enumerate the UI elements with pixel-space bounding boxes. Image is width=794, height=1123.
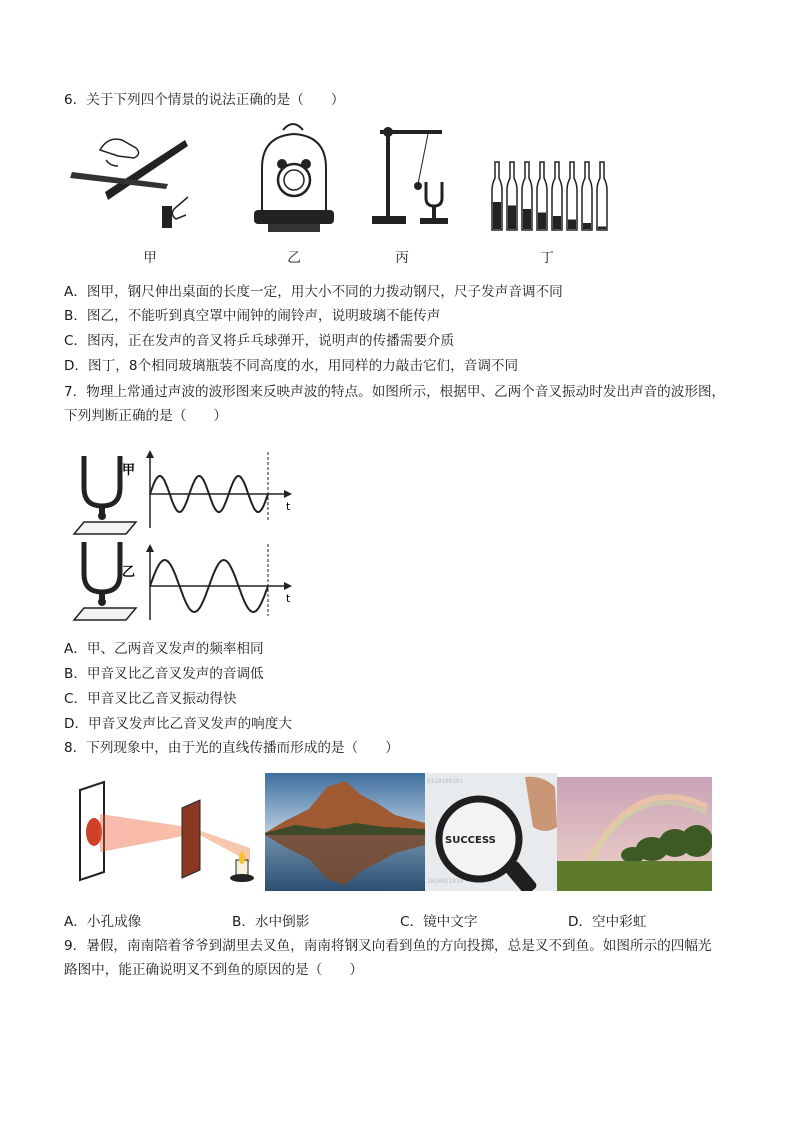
glass-bottle xyxy=(597,162,607,230)
caption-ding: 丁 xyxy=(540,250,554,266)
figure-yi-bell-jar xyxy=(248,120,340,238)
caption-bing: 丙 xyxy=(395,250,409,266)
bottle-water xyxy=(538,213,546,230)
axis-label-t-jia: t xyxy=(286,500,291,513)
q8-stem: 8．下列现象中，由于光的直线传播而形成的是（ ） xyxy=(64,740,399,756)
bottle-water xyxy=(493,202,501,229)
bottle-water xyxy=(568,220,576,230)
q7-stem-line1: 7．物理上常通过声波的波形图来反映声波的特点。如图所示，根据甲、乙两个音叉振动时发出声音的波形图， xyxy=(64,384,726,400)
q8-option-b: B．水中倒影 xyxy=(232,914,310,930)
bottle-water xyxy=(523,209,531,229)
magnifier-text: SUCCESS xyxy=(445,835,496,846)
figure-bing-tuning-fork xyxy=(370,124,450,234)
q9-stem-line2: 路图中，能正确说明叉不到鱼的原因的是（ ） xyxy=(64,962,364,978)
q8-option-d: D．空中彩虹 xyxy=(568,914,647,930)
fork-label-jia: 甲 xyxy=(122,463,136,478)
bottle-water xyxy=(553,216,561,229)
caption-yi: 乙 xyxy=(287,250,301,266)
bottle-water xyxy=(598,227,606,230)
q7-option-a: A．甲、乙两音叉发声的频率相同 xyxy=(64,641,264,657)
glass-bottles-group xyxy=(492,162,607,230)
figure-magnifier xyxy=(425,773,557,891)
q7-option-d: D．甲音叉发声比乙音叉发声的响度大 xyxy=(64,716,292,732)
figure-ding-bottles xyxy=(488,160,613,235)
q7-option-c: C．甲音叉比乙音叉振动得快 xyxy=(64,691,237,707)
caption-jia: 甲 xyxy=(143,250,157,266)
figure-waveforms xyxy=(72,448,302,628)
figure-rainbow xyxy=(557,777,712,891)
figure-jia-ruler xyxy=(70,122,190,232)
q7-option-b: B．甲音叉比乙音叉发声的音调低 xyxy=(64,666,264,682)
figure-pinhole-camera xyxy=(70,780,265,890)
q8-option-c: C．镜中文字 xyxy=(400,914,478,930)
glass-bottle xyxy=(582,162,592,230)
q7-stem-line2: 下列判断正确的是（ ） xyxy=(64,408,228,424)
figure-lake-reflection xyxy=(265,773,425,891)
bottle-water xyxy=(583,223,591,229)
q6-option-b: B．图乙，不能听到真空罩中闹钟的闹铃声，说明玻璃不能传声 xyxy=(64,308,441,324)
fork-label-yi: 乙 xyxy=(122,565,136,580)
bottle-water xyxy=(508,206,516,230)
svg-text:0110100101: 0110100101 xyxy=(427,778,464,785)
q6-option-a: A．图甲，钢尺伸出桌面的长度一定，用大小不同的力拨动钢尺，尺子发声音调不同 xyxy=(64,284,563,300)
q6-option-c: C．图丙，正在发声的音叉将乒乓球弹开，说明声的传播需要介质 xyxy=(64,333,455,349)
q6-option-d: D．图丁，8个相同玻璃瓶装不同高度的水，用同样的力敲击它们，音调不同 xyxy=(64,358,519,374)
q9-stem-line1: 9．暑假，南南陪着爷爷到湖里去叉鱼，南南将钢叉向看到鱼的方向投掷，总是叉不到鱼。如图所示的四幅光 xyxy=(64,938,712,954)
svg-text:1010011010: 1010011010 xyxy=(427,878,464,885)
q8-option-a: A．小孔成像 xyxy=(64,914,142,930)
axis-label-t-yi: t xyxy=(286,592,291,605)
q6-stem: 6．关于下列四个情景的说法正确的是（ ） xyxy=(64,92,345,108)
